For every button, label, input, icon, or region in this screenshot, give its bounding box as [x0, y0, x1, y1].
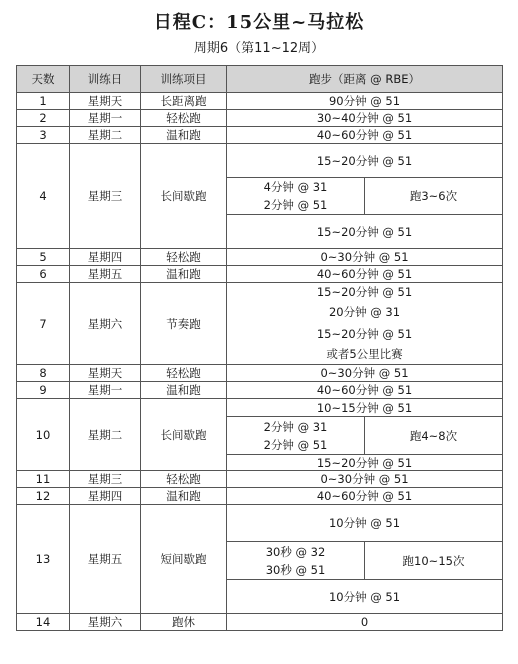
interval-fast: 4分钟 @ 31	[263, 180, 328, 194]
workout-type: 短间歇跑	[141, 505, 227, 614]
interval-detail	[227, 542, 365, 580]
day-number: 2	[17, 110, 70, 127]
run-warmup: 10~15分钟 @ 51	[227, 399, 503, 417]
day-number: 4	[17, 144, 70, 249]
day-number: 8	[17, 365, 70, 382]
run-detail: 40~60分钟 @ 51	[227, 382, 503, 399]
workout-type: 长间歇跑	[141, 144, 227, 249]
interval-repeat: 跑4~8次	[365, 417, 503, 455]
interval-repeat: 跑3~6次	[365, 178, 503, 215]
interval-fast: 2分钟 @ 31	[263, 419, 328, 434]
table-row	[17, 266, 503, 283]
weekday: 星期一	[70, 382, 141, 399]
run-detail: 90分钟 @ 51	[227, 93, 503, 110]
run-detail: 0~30分钟 @ 51	[227, 471, 503, 488]
weekday: 星期三	[70, 144, 141, 249]
day-number: 5	[17, 249, 70, 266]
day-number: 12	[17, 488, 70, 505]
weekday: 星期六	[70, 283, 141, 365]
workout-type: 长间歇跑	[141, 399, 227, 471]
weekday: 星期一	[70, 110, 141, 127]
tempo-main: 20分钟 @ 31	[227, 300, 503, 324]
table-row	[17, 144, 503, 178]
tempo-warmup: 15~20分钟 @ 51	[227, 283, 503, 301]
weekday: 星期二	[70, 399, 141, 471]
day-number: 14	[17, 614, 70, 631]
interval-detail	[227, 417, 365, 455]
workout-type: 温和跑	[141, 127, 227, 144]
workout-type: 温和跑	[141, 382, 227, 399]
table-row	[17, 614, 503, 631]
day-number: 3	[17, 127, 70, 144]
interval-recovery: 2分钟 @ 51	[263, 198, 328, 212]
page-title: 日程C：15公里~马拉松	[153, 12, 365, 33]
weekday: 星期五	[70, 505, 141, 614]
weekday: 星期四	[70, 488, 141, 505]
day-number: 13	[17, 505, 70, 614]
header-weekday: 训练日	[70, 66, 141, 93]
weekday: 星期四	[70, 249, 141, 266]
interval-recovery: 30秒 @ 51	[265, 562, 326, 577]
day-number: 11	[17, 471, 70, 488]
weekday: 星期五	[70, 266, 141, 283]
run-detail: 30~40分钟 @ 51	[227, 110, 503, 127]
table-row	[17, 249, 503, 266]
weekday: 星期天	[70, 365, 141, 382]
run-warmup: 10分钟 @ 51	[227, 505, 503, 542]
workout-type: 轻松跑	[141, 249, 227, 266]
run-cooldown: 15~20分钟 @ 51	[227, 455, 503, 471]
interval-fast: 30秒 @ 32	[265, 544, 326, 559]
table-row	[17, 382, 503, 399]
run-detail: 40~60分钟 @ 51	[227, 488, 503, 505]
weekday: 星期二	[70, 127, 141, 144]
day-number: 1	[17, 93, 70, 110]
table-row	[17, 283, 503, 301]
tempo-cooldown: 15~20分钟 @ 51	[227, 324, 503, 344]
tempo-alternative: 或者5公里比赛	[227, 344, 503, 365]
header-run: 跑步（距离 @ RBE）	[227, 66, 503, 93]
run-detail: 40~60分钟 @ 51	[227, 127, 503, 144]
run-warmup: 15~20分钟 @ 51	[227, 144, 503, 178]
interval-repeat: 跑10~15次	[365, 542, 503, 580]
page-subtitle: 周期6（第11~12周）	[193, 41, 325, 56]
run-detail: 0~30分钟 @ 51	[227, 365, 503, 382]
workout-type: 长距离跑	[141, 93, 227, 110]
workout-type: 节奏跑	[141, 283, 227, 365]
day-number: 9	[17, 382, 70, 399]
table-row	[17, 505, 503, 542]
table-row	[17, 471, 503, 488]
run-detail: 0~30分钟 @ 51	[227, 249, 503, 266]
workout-type: 轻松跑	[141, 110, 227, 127]
weekday: 星期六	[70, 614, 141, 631]
workout-type: 跑休	[141, 614, 227, 631]
run-cooldown: 15~20分钟 @ 51	[227, 215, 503, 249]
weekday: 星期天	[70, 93, 141, 110]
interval-recovery: 2分钟 @ 51	[263, 437, 328, 452]
table-row	[17, 399, 503, 417]
header-workout: 训练项目	[141, 66, 227, 93]
training-schedule-table	[16, 65, 503, 631]
run-detail: 40~60分钟 @ 51	[227, 266, 503, 283]
header-day: 天数	[17, 66, 70, 93]
table-row	[17, 365, 503, 382]
workout-type: 温和跑	[141, 488, 227, 505]
day-number: 6	[17, 266, 70, 283]
day-number: 7	[17, 283, 70, 365]
day-number: 10	[17, 399, 70, 471]
table-row	[17, 488, 503, 505]
workout-type: 轻松跑	[141, 471, 227, 488]
weekday: 星期三	[70, 471, 141, 488]
table-row	[17, 110, 503, 127]
run-cooldown: 10分钟 @ 51	[227, 580, 503, 614]
workout-type: 轻松跑	[141, 365, 227, 382]
run-detail: 0	[227, 614, 503, 631]
table-row	[17, 127, 503, 144]
header-row	[17, 66, 503, 93]
interval-detail	[227, 178, 365, 215]
workout-type: 温和跑	[141, 266, 227, 283]
table-row	[17, 93, 503, 110]
